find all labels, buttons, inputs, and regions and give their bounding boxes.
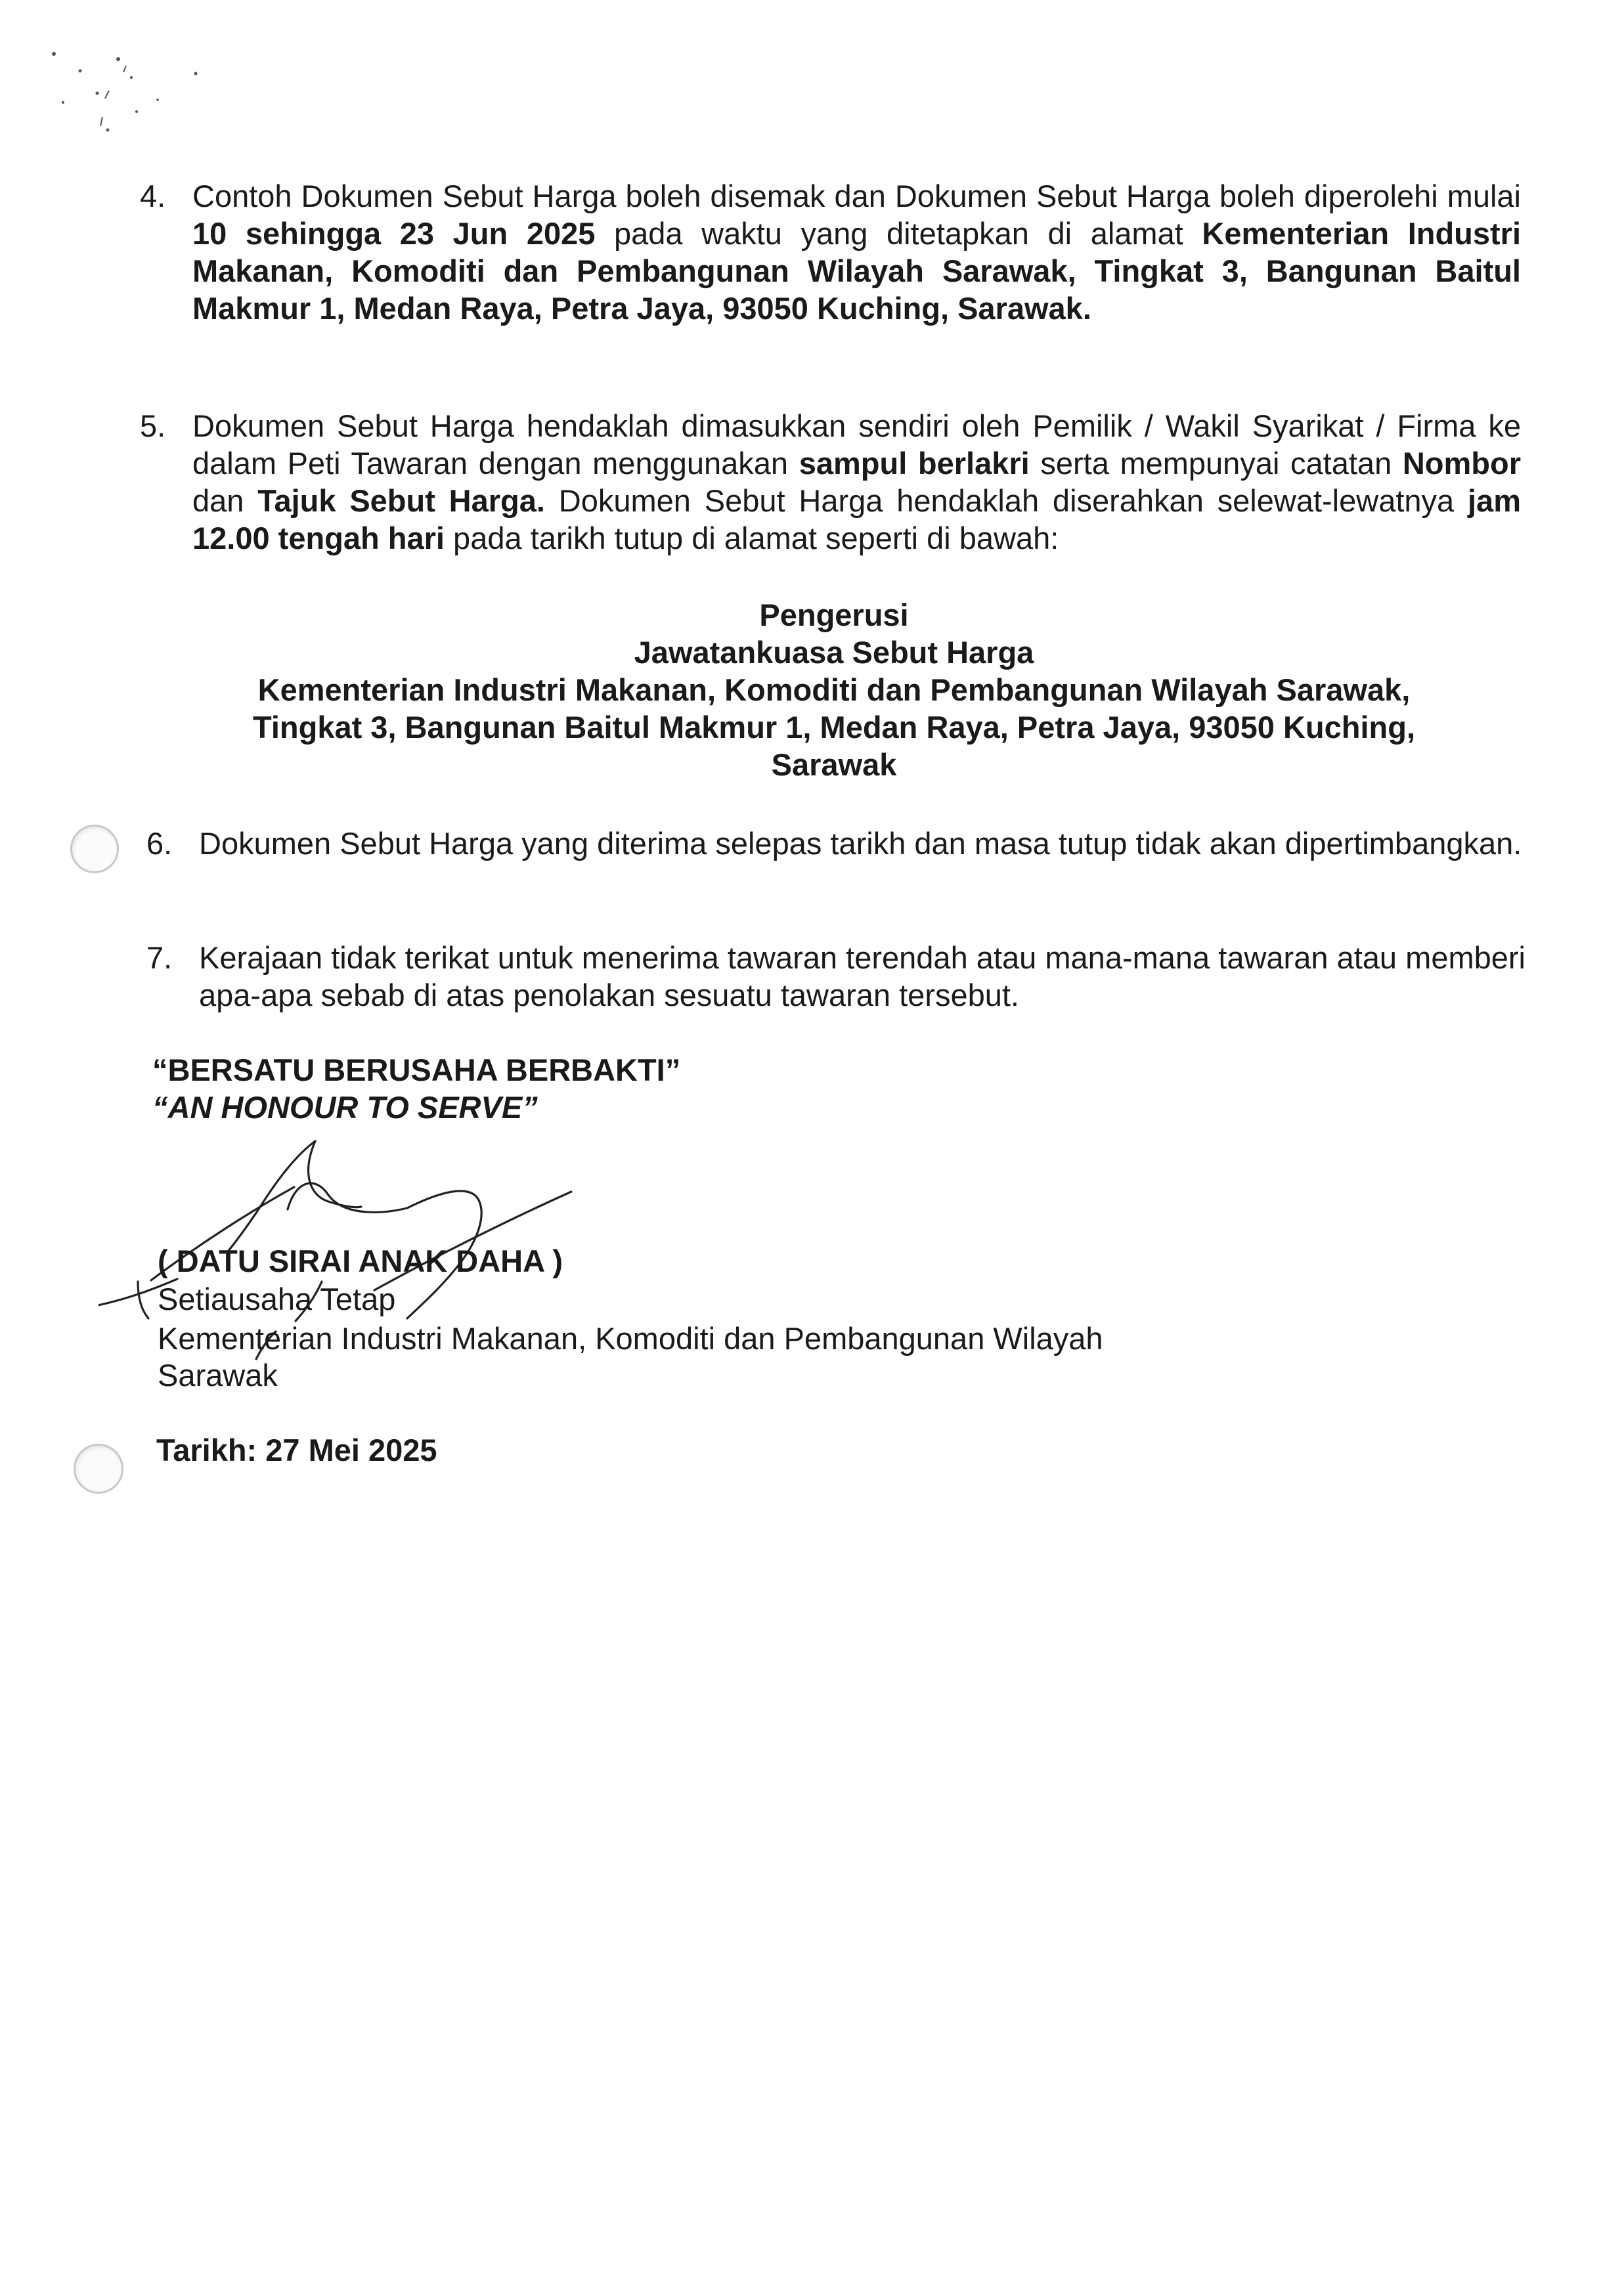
clause-6 (146, 825, 1525, 862)
bold-text: Kementerian Industri Makanan, Komoditi dan Pembangunan Wilayah Sarawak, Tingkat 3, Bangunan Baitul Makmur 1, Medan Raya, Petra Jaya, 93050 Kuching, Sarawak. (192, 216, 1522, 326)
clause-text (199, 939, 1525, 1014)
punch-hole-lower (74, 1444, 123, 1494)
text-run: serta mempunyai catatan (1029, 446, 1403, 481)
bold-text: sampul berlakri (799, 446, 1030, 481)
clause-number: 5. (140, 408, 166, 443)
text-run: Contoh Dokumen Sebut Harga boleh disemak dan Dokumen Sebut Harga boleh diperolehi mulai (192, 179, 1521, 213)
clause-5 (140, 407, 1521, 557)
bold-text: jam 12.00 tengah hari (192, 483, 1521, 555)
clause-text (199, 825, 1525, 862)
document-date: Tarikh: 27 Mei 2025 (156, 1433, 437, 1467)
clause-text (192, 407, 1521, 557)
text-run: Dokumen Sebut Harga hendaklah diserahkan selewat-lewatnya (544, 483, 1468, 518)
text-run: pada tarikh tutup di alamat seperti di bawah: (445, 521, 1059, 555)
bold-text: 10 sehingga 23 Jun 2025 (192, 216, 596, 251)
clause-4 (140, 177, 1521, 327)
bold-text: Tajuk Sebut Harga. (257, 483, 545, 518)
signatory-title: Setiausaha Tetap (158, 1282, 396, 1316)
text-run: Kerajaan tidak terikat untuk menerima tawaran terendah atau mana-mana tawaran atau memberi apa-apa sebab di atas penolakan sesuatu tawaran tersebut. (199, 940, 1525, 1012)
signatory-name: ( DATU SIRAI ANAK DAHA ) (158, 1244, 563, 1278)
motto-malay: “BERSATU BERUSAHA BERBAKTI” (152, 1052, 681, 1087)
signatory-state: Sarawak (158, 1358, 278, 1393)
address-line: Sarawak (771, 747, 897, 782)
scan-specks (39, 39, 223, 151)
address-line: Pengerusi (759, 597, 909, 632)
signatory-organisation: Kementerian Industri Makanan, Komoditi dan Pembangunan Wilayah (158, 1321, 1103, 1356)
text-run: Dokumen Sebut Harga hendaklah dimasukkan sendiri oleh Pemilik / Wakil Syarikat / Firma ke dalam Peti Tawaran dengan menggunakan (192, 408, 1521, 481)
motto-english: “AN HONOUR TO SERVE” (152, 1090, 538, 1125)
text-run: pada waktu yang ditetapkan di alamat (595, 216, 1202, 251)
clause-number: 6. (146, 826, 173, 861)
submission-address (0, 596, 1624, 783)
clause-7 (146, 939, 1525, 1014)
clause-number: 7. (146, 940, 173, 975)
address-line: Tingkat 3, Bangunan Baitul Makmur 1, Medan Raya, Petra Jaya, 93050 Kuching, (252, 710, 1416, 745)
text-run: Dokumen Sebut Harga yang diterima selepas tarikh dan masa tutup tidak akan dipertimbangkan. (199, 826, 1522, 861)
clause-number: 4. (140, 179, 166, 213)
text-run: dan (192, 483, 258, 518)
bold-text: Nombor (1402, 446, 1521, 481)
punch-hole-upper (70, 825, 119, 873)
clause-text (192, 177, 1521, 327)
address-line: Kementerian Industri Makanan, Komoditi dan Pembangunan Wilayah Sarawak, (257, 672, 1411, 707)
address-line: Jawatankuasa Sebut Harga (634, 635, 1034, 670)
